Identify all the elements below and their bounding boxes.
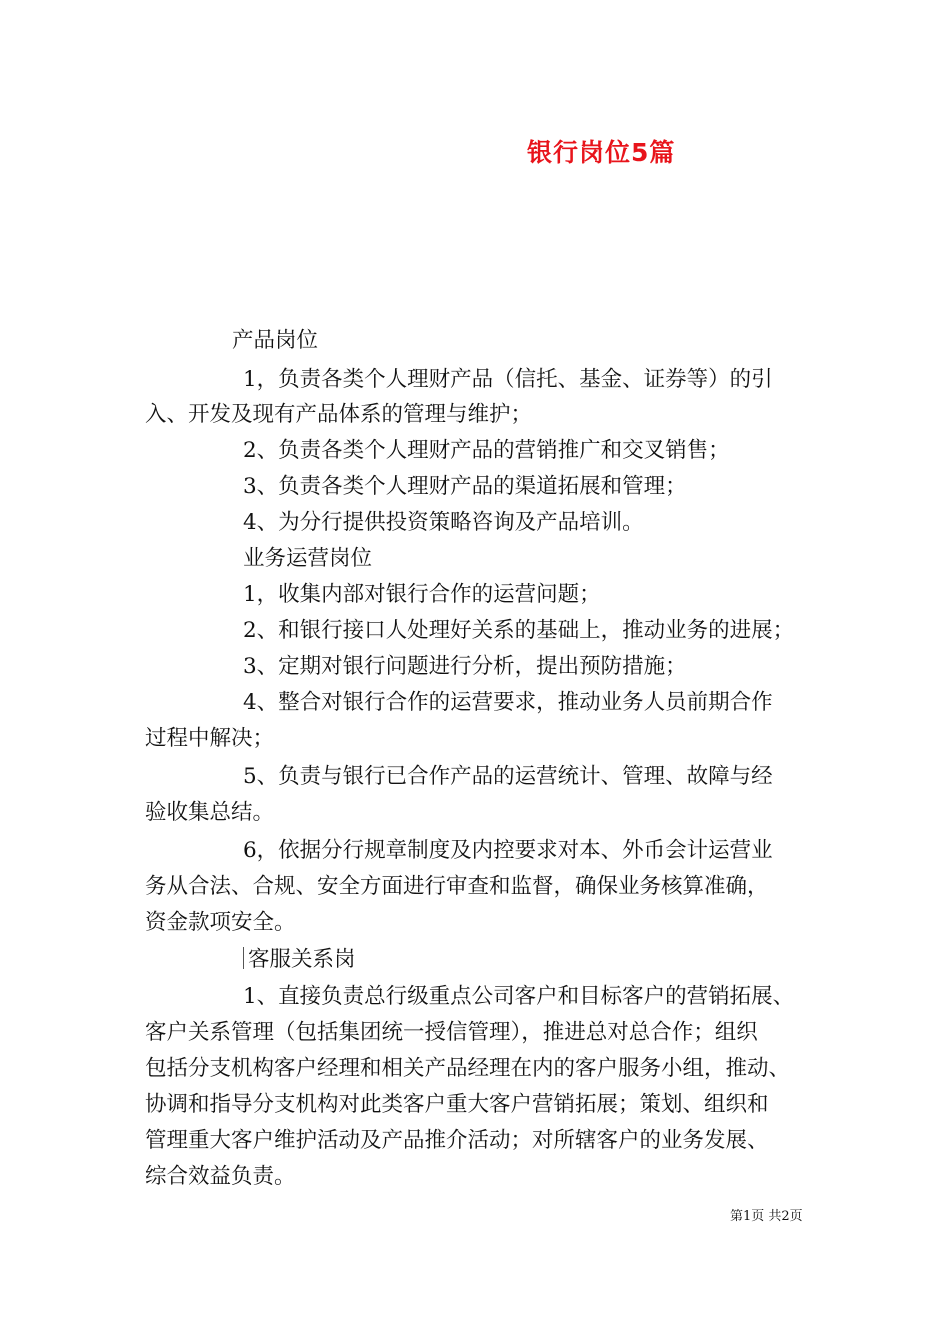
- paragraph-line: 管理重大客户维护活动及产品推介活动；对所辖客户的业务发展、: [145, 1128, 769, 1153]
- paragraph-line: 1，负责各类个人理财产品（信托、基金、证券等）的引: [243, 367, 773, 392]
- paragraph-line: 2、和银行接口人处理好关系的基础上，推动业务的进展；: [243, 618, 795, 643]
- section-heading-operations: 业务运营岗位: [243, 546, 373, 571]
- document-title: 银行岗位5篇: [527, 138, 676, 167]
- paragraph-line: 3、负责各类个人理财产品的渠道拓展和管理；: [243, 474, 687, 499]
- paragraph-line: 1、直接负责总行级重点公司客户和目标客户的营销拓展、: [243, 984, 795, 1009]
- paragraph-line: 4、整合对银行合作的运营要求，推动业务人员前期合作: [243, 690, 773, 715]
- paragraph-line: 协调和指导分支机构对此类客户重大客户营销拓展；策划、组织和: [145, 1092, 769, 1117]
- paragraph-line: 综合效益负责。: [145, 1164, 296, 1189]
- paragraph-line: 3、定期对银行问题进行分析，提出预防措施；: [243, 654, 687, 679]
- paragraph-line: 入、开发及现有产品体系的管理与维护；: [145, 402, 533, 427]
- paragraph-line: 5、负责与银行已合作产品的运营统计、管理、故障与经: [243, 764, 773, 789]
- section-heading-client-label: 客服关系岗: [248, 947, 356, 972]
- paragraph-line: 过程中解决；: [145, 726, 275, 751]
- paragraph-line: 验收集总结。: [145, 800, 275, 825]
- paragraph-line: 资金款项安全。: [145, 910, 296, 935]
- paragraph-line: 2、负责各类个人理财产品的营销推广和交叉销售；: [243, 438, 730, 463]
- paragraph-line: 客户关系管理（包括集团统一授信管理），推进总对总合作；组织: [145, 1020, 758, 1045]
- paragraph-line: 包括分支机构客户经理和相关产品经理在内的客户服务小组，推动、: [145, 1056, 791, 1081]
- paragraph-line: 4、为分行提供投资策略咨询及产品培训。: [243, 510, 644, 535]
- page-footer: 第1页 共2页: [730, 1209, 803, 1224]
- section-heading-client: [243, 945, 356, 975]
- paragraph-line: 1，收集内部对银行合作的运营问题；: [243, 582, 601, 607]
- paragraph-line: 务从合法、合规、安全方面进行审查和监督，确保业务核算准确，: [145, 874, 769, 899]
- cursor-bar: [243, 947, 244, 969]
- section-heading-product: 产品岗位: [232, 328, 319, 353]
- paragraph-line: 6，依据分行规章制度及内控要求对本、外币会计运营业: [243, 838, 773, 863]
